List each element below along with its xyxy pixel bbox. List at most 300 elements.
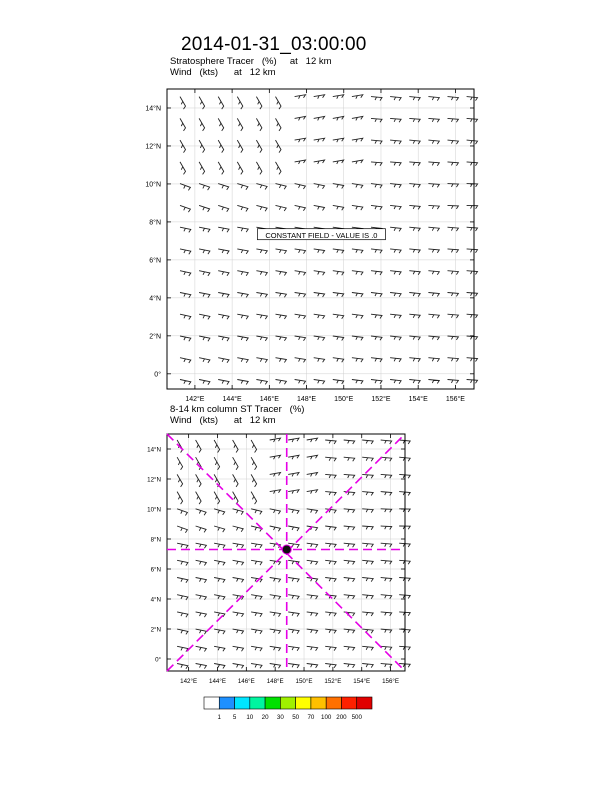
wind-barb [409, 227, 420, 231]
wind-barb [467, 227, 478, 231]
wind-barb [448, 118, 459, 122]
wind-barb [276, 336, 287, 341]
wind-barb [233, 646, 244, 651]
wind-barb [333, 380, 344, 385]
wind-barb [288, 490, 299, 494]
wind-barb [333, 205, 344, 210]
colorbar [204, 697, 372, 721]
wind-barb [276, 118, 282, 130]
wind-barb [428, 184, 439, 188]
wind-barb [344, 595, 355, 599]
wind-barb [352, 160, 363, 164]
panel2-plot [147, 434, 410, 685]
wind-barb [467, 118, 478, 122]
wind-barb [214, 526, 225, 532]
wind-barb [199, 249, 210, 254]
wind-barb [371, 293, 382, 297]
wind-barb [314, 336, 325, 341]
wind-barb [251, 560, 262, 565]
wind-barb [199, 162, 205, 175]
wind-barb [256, 184, 267, 190]
x-tick-label: 144°E [222, 396, 242, 403]
wind-barb [177, 578, 188, 583]
wind-barb [288, 438, 299, 442]
wind-barb [467, 380, 478, 384]
wind-barb [344, 629, 355, 633]
wind-barb [381, 560, 392, 564]
wind-barb [199, 97, 205, 110]
wind-barb [288, 578, 299, 583]
wind-barb [180, 97, 186, 110]
wind-barb [325, 492, 336, 496]
wind-barb [307, 438, 318, 442]
wind-barb [199, 314, 210, 319]
wind-barb [390, 380, 401, 384]
wind-barb [177, 629, 188, 634]
wind-barb [325, 612, 336, 616]
wind-barb [352, 293, 363, 297]
wind-barb [448, 314, 459, 318]
wind-barb [196, 560, 207, 565]
wind-barb [177, 474, 183, 487]
wind-barb [295, 293, 306, 298]
wind-barb [214, 560, 225, 565]
x-tick-label: 142°E [180, 678, 198, 685]
colorbar-swatch [326, 697, 341, 709]
wind-barb [307, 560, 318, 565]
wind-barb [233, 560, 244, 565]
wind-barb [325, 629, 336, 633]
wind-barb [448, 184, 459, 188]
wind-barb [390, 249, 401, 253]
wind-barb [218, 293, 229, 298]
wind-barb [314, 249, 325, 254]
panel2-subtitle-wind: Wind (kts) at 12 km [170, 415, 276, 426]
wind-barb [362, 578, 373, 582]
wind-barb [237, 336, 248, 341]
wind-barb [196, 578, 207, 583]
wind-barb [362, 595, 373, 599]
wind-barb [256, 293, 267, 298]
wind-barb [428, 293, 439, 297]
wind-barb [214, 646, 225, 651]
wind-barb [214, 612, 225, 617]
wind-barb [352, 336, 363, 340]
wind-barb [276, 358, 287, 363]
x-tick-label: 142°E [185, 396, 205, 403]
wind-barb [237, 380, 248, 385]
wind-barb [288, 612, 299, 617]
wind-barb [428, 271, 439, 275]
wind-barb [218, 336, 229, 341]
wind-barb [362, 664, 373, 668]
wind-barb [344, 440, 355, 444]
wind-barb [177, 646, 188, 651]
wind-barb [448, 380, 459, 384]
y-tick-label: 2°N [149, 333, 161, 341]
wind-barb [362, 646, 373, 650]
wind-barb [344, 578, 355, 582]
wind-barb [295, 116, 306, 120]
wind-barb [314, 205, 325, 210]
wind-barb [218, 249, 229, 254]
wind-barb [180, 249, 191, 254]
wind-barb [409, 205, 420, 209]
wind-barb [196, 664, 207, 669]
wind-barb [409, 184, 420, 188]
wind-barb [362, 612, 373, 616]
colorbar-label: 50 [292, 714, 300, 721]
wind-barb [333, 184, 344, 189]
wind-barb [256, 271, 267, 276]
wind-barb [307, 490, 318, 494]
wind-barb [344, 474, 355, 478]
wind-barb [256, 205, 267, 211]
wind-barb [233, 578, 244, 583]
wind-barb [325, 543, 336, 547]
wind-barb [333, 271, 344, 276]
wind-barb [237, 140, 243, 153]
wind-barb [214, 543, 225, 548]
wind-barb [409, 336, 420, 340]
panel1-subtitle-wind: Wind (kts) at 12 km [170, 67, 276, 78]
wind-barb [352, 95, 363, 99]
wind-barb [256, 314, 267, 319]
panel1-subtitle-tracer: Stratosphere Tracer (%) at 12 km [170, 56, 332, 67]
wind-barb [256, 249, 267, 254]
wind-barb [218, 314, 229, 319]
wind-barb [256, 358, 267, 363]
wind-barb [314, 116, 325, 120]
wind-barb [218, 205, 229, 211]
wind-barb [381, 543, 392, 547]
wind-barb [237, 118, 243, 130]
x-tick-label: 146°E [259, 396, 279, 403]
wind-barb [251, 543, 262, 548]
wind-barb [362, 629, 373, 633]
wind-barb [344, 646, 355, 650]
wind-barb [344, 526, 355, 530]
wind-barb [381, 509, 392, 513]
colorbar-label: 20 [261, 714, 269, 721]
wind-barb [467, 314, 478, 318]
wind-barb [276, 205, 287, 211]
wind-barb [428, 97, 439, 101]
wind-barb [256, 97, 262, 110]
y-tick-label: 4°N [150, 596, 161, 604]
wind-barb [344, 492, 355, 496]
wind-barb [314, 138, 325, 142]
wind-barb [381, 578, 392, 582]
wind-barb [381, 612, 392, 616]
wind-barb [448, 162, 459, 166]
wind-barb [196, 646, 207, 651]
x-tick-label: 148°E [266, 678, 284, 685]
wind-barb [251, 612, 262, 617]
wind-barb [237, 358, 248, 363]
wind-barb [177, 526, 187, 533]
wind-barb [276, 293, 287, 298]
wind-barb [233, 612, 244, 617]
wind-barb [177, 543, 188, 548]
wind-barb [288, 509, 299, 514]
wind-barb [362, 474, 373, 478]
wind-barb [381, 440, 392, 444]
colorbar-label: 500 [351, 714, 362, 721]
wind-barb [409, 97, 420, 101]
wind-barb [371, 162, 382, 166]
wind-barb [409, 162, 420, 166]
wind-barb [233, 457, 239, 470]
wind-barb [314, 314, 325, 319]
wind-barb [288, 526, 299, 531]
wind-barb [352, 249, 363, 253]
wind-barb [409, 314, 420, 318]
wind-barb [307, 455, 318, 459]
colorbar-label: 200 [336, 714, 347, 721]
wind-barb [218, 140, 224, 153]
wind-barb [307, 646, 318, 650]
wind-barb [180, 314, 191, 319]
wind-barb [180, 227, 191, 232]
x-tick-label: 154°E [353, 678, 371, 685]
y-tick-label: 6°N [149, 257, 161, 265]
wind-barb [381, 629, 392, 633]
colorbar-swatch [341, 697, 356, 709]
wind-barb [218, 271, 229, 276]
panel2-subtitle-tracer: 8-14 km column ST Tracer (%) [170, 404, 305, 415]
wind-barb [381, 595, 392, 599]
wind-barb [428, 227, 439, 231]
wind-barb [233, 440, 239, 453]
wind-barb [233, 526, 244, 532]
wind-barb [237, 184, 248, 190]
wind-barb [362, 457, 373, 461]
wind-barb [467, 271, 478, 275]
wind-barb [251, 474, 257, 487]
x-tick-label: 148°E [296, 396, 317, 403]
wind-barb [333, 249, 344, 254]
y-tick-label: 4°N [149, 295, 161, 303]
colorbar-label: 30 [276, 714, 284, 721]
wind-barb [295, 95, 306, 99]
wind-barb [381, 646, 392, 650]
wind-barb [428, 249, 439, 253]
colorbar-swatch [265, 697, 280, 709]
wind-barb [448, 293, 459, 297]
wind-barb [390, 336, 401, 340]
wind-barb [218, 380, 229, 385]
wind-barb [390, 358, 401, 362]
y-tick-label: 8°N [150, 536, 161, 544]
wind-barb [371, 336, 382, 340]
x-tick-label: 146°E [237, 678, 255, 685]
wind-barb [381, 474, 392, 478]
wind-barb [362, 560, 373, 564]
wind-barb [214, 492, 220, 505]
wind-barb [314, 380, 325, 385]
wind-barb [352, 314, 363, 318]
wind-barb [199, 140, 205, 153]
x-tick-label: 154°E [408, 396, 428, 403]
wind-barb [333, 336, 344, 341]
wind-barb [251, 629, 262, 634]
wind-barb [214, 509, 225, 515]
wind-barb [381, 664, 392, 668]
wind-barb [288, 595, 299, 600]
wind-barb [251, 492, 257, 505]
y-tick-label: 2°N [150, 626, 161, 634]
y-tick-label: 10°N [145, 181, 161, 189]
wind-barb [448, 358, 459, 362]
wind-barb [295, 184, 306, 189]
wind-barb [390, 140, 401, 144]
wind-barb [325, 664, 336, 668]
wind-barb [288, 629, 299, 634]
wind-barb [381, 457, 392, 461]
wind-barb [237, 205, 248, 211]
wind-barb [467, 97, 478, 101]
wind-barb [333, 138, 344, 142]
wind-barb [276, 97, 282, 110]
wind-barb [381, 526, 392, 530]
wind-barb [218, 358, 229, 363]
wind-barb [218, 97, 224, 110]
wind-barb [276, 271, 287, 276]
wind-barb [390, 271, 401, 275]
wind-barb [237, 293, 248, 298]
y-tick-label: 8°N [149, 219, 161, 227]
wind-barb [256, 118, 262, 130]
wind-barb [196, 612, 207, 617]
wind-barb [288, 664, 299, 669]
wind-barb [177, 509, 187, 516]
x-tick-label: 150°E [334, 396, 354, 403]
wind-barb [251, 457, 257, 470]
colorbar-swatch [219, 697, 234, 709]
wind-barb [237, 314, 248, 319]
wind-barb [362, 492, 373, 496]
wind-barb [199, 358, 210, 363]
wind-barb [314, 160, 325, 164]
wind-barb [428, 314, 439, 318]
wind-barb [371, 271, 382, 275]
wind-barb [362, 440, 373, 444]
wind-barb [237, 162, 243, 175]
wind-barb [214, 629, 225, 634]
colorbar-label: 5 [232, 714, 237, 721]
wind-barb [196, 492, 202, 505]
wind-barb [390, 293, 401, 297]
wind-barb [448, 249, 459, 253]
wind-barb [199, 336, 210, 341]
wind-barb [448, 97, 459, 101]
wind-barb [409, 293, 420, 297]
wind-barb [233, 543, 244, 548]
y-tick-label: 6°N [150, 566, 161, 574]
wind-barb [390, 184, 401, 188]
wind-barb [180, 162, 186, 175]
colorbar-label: 1 [217, 714, 221, 721]
wind-barb [428, 162, 439, 166]
colorbar-swatch [204, 697, 219, 709]
wind-barb [233, 509, 244, 515]
wind-barb [371, 184, 382, 189]
wind-barb [325, 578, 336, 582]
wind-barb [295, 336, 306, 341]
wind-barb [196, 629, 207, 634]
wind-barb [196, 440, 202, 453]
wind-barb [233, 474, 239, 487]
wind-barb [467, 336, 478, 340]
wind-barb [467, 358, 478, 362]
wind-barb [295, 160, 306, 164]
x-tick-label: 152°E [371, 396, 391, 403]
wind-barb [218, 227, 229, 232]
wind-barb [307, 664, 318, 668]
wind-barb [251, 664, 262, 669]
wind-barb [180, 358, 191, 363]
wind-barb [344, 560, 355, 564]
wind-barb [214, 440, 220, 453]
wind-barb [352, 138, 363, 142]
wind-barb [199, 184, 210, 191]
wind-barb [344, 457, 355, 461]
wind-barb [199, 293, 210, 298]
wind-barb [325, 440, 336, 444]
wind-barb [344, 509, 355, 513]
wind-barb [371, 205, 382, 209]
wind-barb [295, 271, 306, 276]
wind-barb [362, 543, 373, 547]
wind-barb [256, 140, 262, 153]
wind-barb [307, 612, 318, 616]
wind-barb [177, 664, 188, 669]
wind-barb [251, 646, 262, 651]
wind-barb [233, 664, 244, 669]
wind-barb [467, 162, 478, 166]
panel1-plot [145, 89, 477, 403]
wind-barb [276, 162, 282, 175]
wind-barb [180, 118, 186, 130]
colorbar-swatch [357, 697, 372, 709]
wind-barb [314, 358, 325, 363]
constant-field-label: CONSTANT FIELD - VALUE IS .0 [265, 230, 378, 240]
wind-barb [371, 380, 382, 384]
wind-barb [237, 271, 248, 276]
x-tick-label: 144°E [209, 678, 226, 685]
colorbar-swatch [280, 697, 295, 709]
wind-barbs [177, 438, 410, 669]
wind-barb [196, 509, 207, 515]
wind-barb [233, 629, 244, 634]
wind-barb [295, 380, 306, 385]
wind-barb [371, 314, 382, 318]
colorbar-swatch [311, 697, 326, 709]
wind-barb [448, 336, 459, 340]
wind-barb [325, 526, 336, 530]
wind-barb [390, 314, 401, 318]
wind-barb [180, 336, 191, 341]
colorbar-swatch [235, 697, 250, 709]
wind-barb [467, 293, 478, 297]
wind-barb [352, 358, 363, 362]
wind-barb [196, 543, 207, 548]
wind-barb [381, 492, 392, 496]
wind-barb [307, 595, 318, 599]
wind-barb [352, 205, 363, 210]
wind-barb [288, 473, 299, 477]
